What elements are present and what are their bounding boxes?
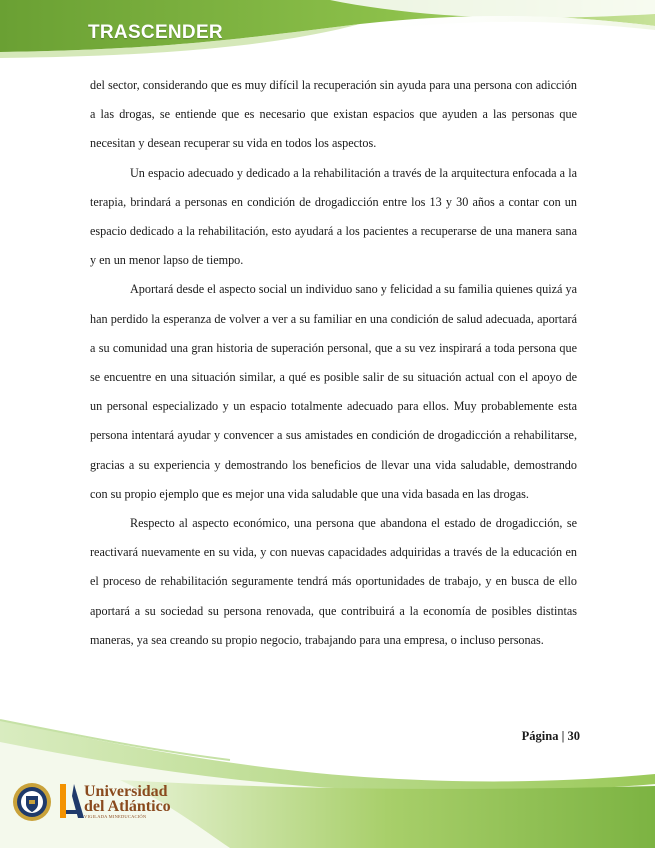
paragraph: Aportará desde el aspecto social un individuo sano y felicidad a su familia quienes quizá ya han perdido la esperanza de volver a ver a su familiar en una condición de salud adecuada, aportará a su comunidad una gran historia de superación personal, que a su vez inspirará a toda persona que se encuentre en una situación similar, a qué es posible salir de su situación actual con el apoyo de un personal especializado y un espacio totalmente adecuado para ellos. Muy probablemente esta persona intentará ayudar y convencer a sus amistades en condición de drogadicción a rehabilitarse, gracias a su experiencia y demostrando los beneficios de llevar una vida saludable, demostrando con su propio ejemplo que es mejor una vida saludable que una vida basada en las drogas.: [90, 282, 577, 501]
university-logo-icon: [56, 780, 86, 822]
paragraph: Respecto al aspecto económico, una persona que abandona el estado de drogadicción, se reactivará nuevamente en su vida, y con nuevas capacidades adquiridas a través de la educación en el proceso de rehabilitación seguramente tendrá más oportunidades de trabajo, y en busca de ello aportará a su sociedad su persona renovada, que contribuirá a la economía de posibles distintas maneras, ya sea creando su propio negocio, trabajando para una empresa, o incluso personas.: [90, 516, 577, 647]
logo-tagline: VIGILADA MINEDUCACIÓN: [84, 814, 147, 819]
header-title: TRASCENDER: [88, 22, 223, 43]
footer-band: [0, 700, 655, 848]
university-logo-text: [84, 785, 171, 820]
logo-name-line2: del Atlántico: [84, 798, 171, 815]
document-body: [90, 71, 577, 655]
paragraph: del sector, considerando que es muy difícil la recuperación sin ayuda para una persona con adicción a las drogas, se entiende que es necesario que existan espacios que ayuden a las personas que necesitan y desean recuperar su vida en todos los aspectos.: [90, 78, 577, 151]
paragraph: Un espacio adecuado y dedicado a la rehabilitación a través de la arquitectura enfocada a la terapia, brindará a personas en condición de drogadicción entre los 13 y 30 años a contar con un espacio dedicado a la rehabilitación, esto ayudará a los pacientes a recuperarse de una manera sana y en un menor lapso de tiempo.: [90, 165, 577, 268]
university-seal-icon: [12, 782, 52, 822]
logo-name-line1: Universidad: [84, 783, 168, 800]
page-number: Página | 30: [521, 729, 580, 743]
